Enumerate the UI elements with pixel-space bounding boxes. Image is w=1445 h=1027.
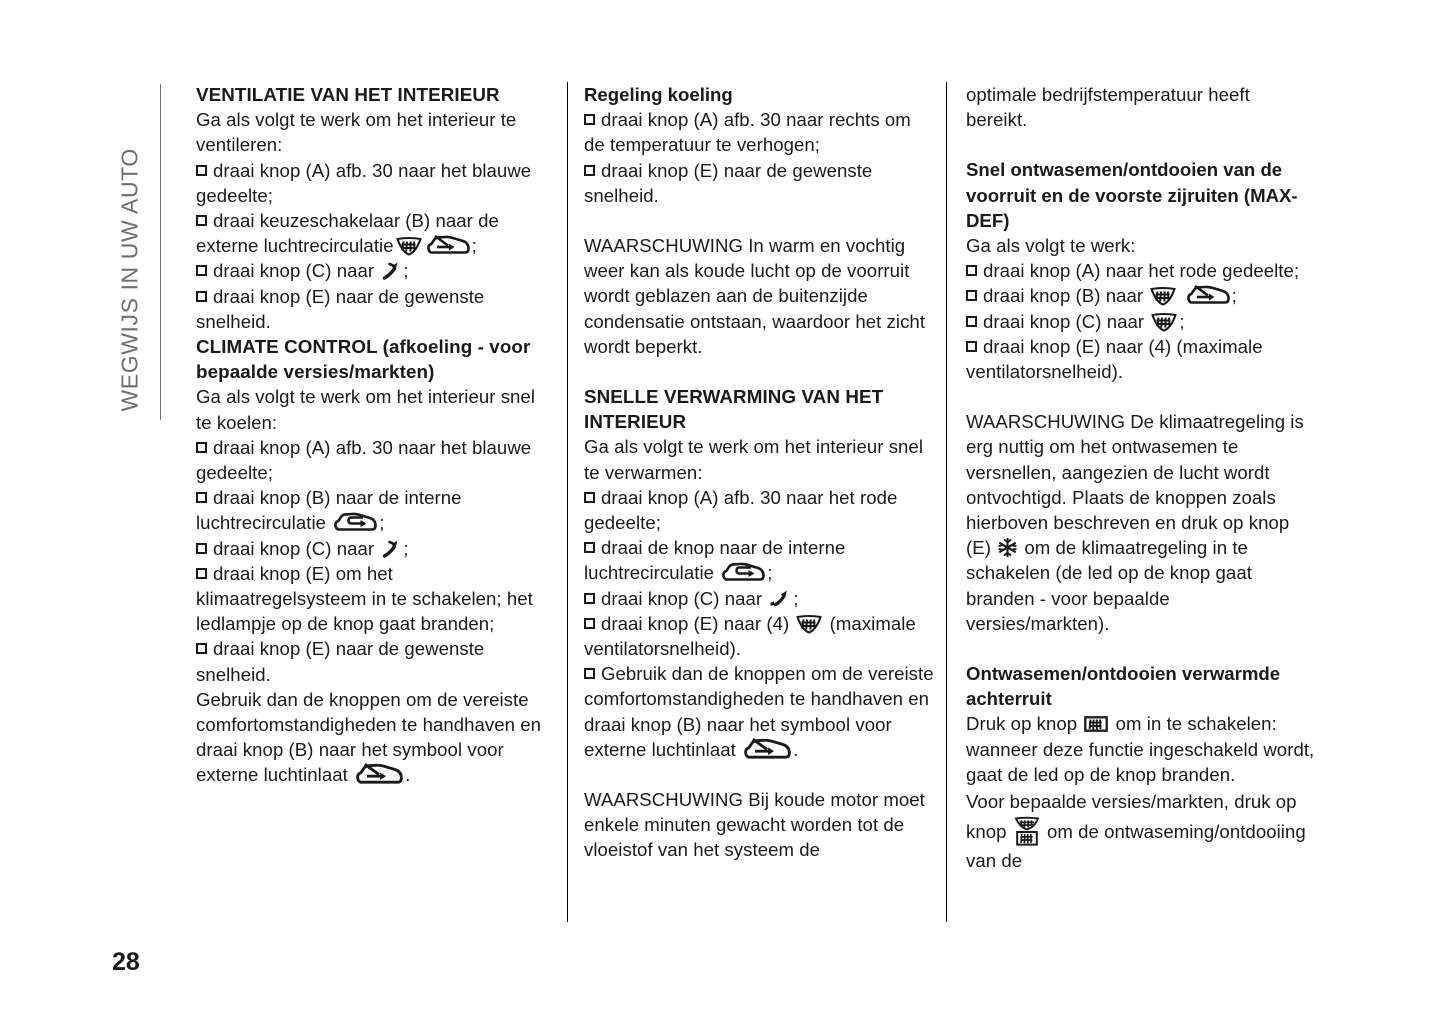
airflow-face-icon [381, 539, 401, 559]
paragraph-maxdef-intro: Ga als volgt te werk: [966, 235, 1136, 257]
list-item-text: draai knop (A) naar het rode gedeelte; [983, 260, 1300, 282]
list-item-text: draai knop (C) naar [983, 310, 1145, 332]
warning-paragraph-2: WAARSCHUWING Bij koude motor moet enkele minuten gewacht worden tot de vloeistof van het systeem de [584, 789, 925, 861]
paragraph-text-part2: om de ontwaseming/ontdooiing van de [966, 821, 1306, 872]
list-item-suffix: ; [1231, 285, 1237, 307]
list-item [584, 158, 936, 208]
airflow-feet-face-icon [769, 589, 791, 609]
paragraph-climate-intro: Ga als volgt te werk om het interieur snel te koelen: [196, 386, 536, 433]
list-item-text: draai knop (A) afb. 30 naar rechts om de temperatuur te verhogen; [584, 109, 911, 156]
paragraph-text-part1: Druk op knop [966, 713, 1078, 735]
spacer [966, 636, 1316, 661]
content-columns [196, 82, 1346, 932]
section-heading-snelle-verwarming: SNELLE VERWARMING VAN HET INTERIEUR [584, 386, 884, 433]
list-item-text: draai knop (B) naar de interne luchtrecirculatie [196, 487, 462, 534]
bullet-square-icon [196, 291, 207, 302]
list-item [966, 309, 1316, 334]
list-item [196, 485, 546, 535]
page-number: 28 [112, 948, 140, 976]
bullet-square-icon [966, 341, 977, 352]
bullet-square-icon [196, 165, 207, 176]
list-item-text: draai knop (E) naar de gewenste snelheid. [196, 638, 485, 685]
list-item-suffix: ; [471, 235, 477, 257]
section-heading-regeling-koeling: Regeling koeling [584, 84, 733, 105]
column-2 [546, 82, 936, 932]
list-item-text: draai knop (E) om het klimaatregelsysteem in te schakelen; het ledlampje op de knop gaat branden; [196, 562, 533, 635]
list-item-text: draai knop (A) afb. 30 naar het blauwe gedeelte; [196, 159, 532, 206]
bullet-square-icon [196, 492, 207, 503]
list-item-suffix: . [793, 738, 799, 760]
spacer [966, 384, 1316, 409]
list-item [584, 661, 936, 762]
external-air-recirculation-icon [1186, 284, 1230, 306]
spacer [584, 359, 936, 384]
spacer [584, 208, 936, 233]
bullet-square-icon [966, 316, 977, 327]
list-item-suffix: ; [379, 512, 385, 534]
internal-air-recirculation-icon [333, 511, 377, 533]
paragraph-achterruit-1 [966, 711, 1316, 787]
chapter-tab-divider [160, 84, 161, 420]
list-item-text: draai knop (A) afb. 30 naar het rode gedeelte; [584, 486, 898, 534]
section-heading-achterruit: Ontwasemen/ontdooien verwarmde achterruit [966, 663, 1281, 710]
list-item [196, 284, 546, 334]
paragraph-verwarming-intro: Ga als volgt te werk om het interieur snel te verwarmen: [584, 436, 924, 483]
windshield-defrost-icon [1150, 286, 1176, 306]
list-item-suffix: ; [403, 537, 409, 559]
warning-text-part2: om de klimaatregeling in te schakelen (de led op de knop gaat branden - voor bepaalde versies/markten). [966, 537, 1252, 634]
list-item [584, 611, 936, 661]
section-heading-ventilatie: VENTILATIE VAN HET INTERIEUR [196, 84, 500, 105]
rear-window-defrost-icon [1084, 715, 1108, 733]
section-heading-max-def: Snel ontwasemen/ontdooien van de voorruit en de voorste zijruiten (MAX-DEF) [966, 159, 1298, 231]
list-item-text: Gebruik dan de knoppen om de vereiste comfortomstandigheden te handhaven en draai knop (B) naar het symbool voor externe luchtinlaat [584, 663, 934, 760]
list-item-text: draai keuzeschakelaar (B) naar de externe luchtrecirculatie [196, 210, 499, 257]
list-item [196, 561, 546, 637]
paragraph-text: Gebruik dan de knoppen om de vereiste comfortomstandigheden te handhaven en draai knop (B) naar het symbool voor externe luchtinlaat [196, 688, 542, 786]
bullet-square-icon [196, 265, 207, 276]
list-item [196, 435, 546, 485]
bullet-square-icon [584, 593, 595, 604]
external-air-recirculation-icon [355, 762, 403, 786]
bullet-square-icon [196, 543, 207, 554]
list-item-text: draai knop (E) naar de gewenste snelheid. [584, 159, 873, 206]
external-air-recirculation-icon [743, 737, 791, 761]
list-item [584, 107, 936, 157]
list-item-suffix: (maximale ventilatorsnelheid). [584, 612, 916, 660]
paragraph-text-part2: om in te schakelen: wanneer deze functie ingeschakeld wordt, gaat de led op de knop branden. [966, 713, 1315, 785]
chapter-tab-label: WEGWIJS IN UW AUTO [116, 148, 143, 412]
list-item-suffix: ; [1179, 310, 1185, 332]
list-item-text: draai knop (C) naar [213, 537, 375, 559]
paragraph-climate-closing [196, 687, 546, 788]
airflow-face-icon [381, 261, 401, 281]
list-item [196, 258, 546, 283]
list-item [966, 334, 1316, 384]
list-item-text: draai knop (B) naar [983, 285, 1144, 307]
list-item-text: draai knop (E) naar (4) (maximale ventilatorsnelheid). [966, 335, 1263, 383]
paragraph-achterruit-2 [966, 787, 1316, 875]
section-heading-climate-control: CLIMATE CONTROL (afkoeling - voor bepaalde versies/markten) [196, 336, 531, 383]
external-air-recirculation-icon [426, 234, 470, 256]
spacer [966, 132, 1316, 157]
list-item [584, 535, 936, 585]
front-and-rear-defrost-icon [1014, 816, 1040, 846]
column-1 [196, 82, 546, 932]
warning-text-part1: WAARSCHUWING De klimaatregeling is erg nuttig om het ontwasemen te versnellen, aangezien de lucht wordt ontvochtigd. Plaats de knoppen zoals hierboven beschreven en druk op knop (E) [966, 411, 1304, 559]
chapter-tab [108, 80, 154, 420]
list-item-text: draai de knop naar de interne luchtrecirculatie [584, 537, 846, 584]
list-item [584, 586, 936, 611]
paragraph-suffix: . [405, 764, 411, 786]
warning-paragraph-3 [966, 409, 1316, 636]
list-item [196, 636, 546, 686]
list-item-text: draai knop (C) naar [213, 260, 375, 282]
paragraph-text-part1: Voor bepaalde versies/markten, druk op knop [966, 791, 1297, 843]
bullet-square-icon [584, 618, 595, 629]
list-item-text: draai knop (E) naar de gewenste snelheid. [196, 285, 485, 332]
fan-speed-max-icon [796, 614, 822, 634]
snowflake-ac-icon [998, 538, 1017, 557]
list-item-text: draai knop (C) naar [601, 587, 763, 609]
warning-paragraph-1: WAARSCHUWING In warm en vochtig weer kan als koude lucht op de voorruit wordt geblazen aan de buitenzijde condensatie ontstaan, waardoor het zicht wordt beperkt. [584, 235, 926, 357]
bullet-square-icon [966, 290, 977, 301]
bullet-square-icon [196, 643, 207, 654]
bullet-square-icon [966, 265, 977, 276]
paragraph-continued: optimale bedrijfstemperatuur heeft bereikt. [966, 84, 1250, 131]
list-item [966, 258, 1316, 283]
bullet-square-icon [584, 165, 595, 176]
list-item-suffix: ; [767, 562, 773, 584]
list-item [196, 208, 546, 258]
list-item-suffix: ; [403, 260, 409, 282]
windshield-defrost-icon [1151, 312, 1177, 332]
list-item [196, 536, 546, 561]
column-3 [936, 82, 1316, 932]
internal-air-recirculation-icon [721, 561, 765, 583]
bullet-square-icon [196, 215, 207, 226]
list-item-suffix: ; [793, 587, 799, 609]
bullet-square-icon [196, 568, 207, 579]
list-item [584, 485, 936, 535]
spacer [584, 762, 936, 787]
bullet-square-icon [584, 668, 595, 679]
windshield-defrost-icon [396, 236, 422, 256]
paragraph-ventilatie-intro: Ga als volgt te werk om het interieur te ventileren: [196, 109, 517, 156]
list-item [966, 283, 1316, 308]
bullet-square-icon [584, 114, 595, 125]
list-item-text: draai knop (A) afb. 30 naar het blauwe gedeelte; [196, 436, 532, 484]
bullet-square-icon [196, 442, 207, 453]
list-item-text: draai knop (E) naar (4) [601, 612, 790, 634]
bullet-square-icon [584, 542, 595, 553]
list-item [196, 158, 546, 208]
bullet-square-icon [584, 492, 595, 503]
